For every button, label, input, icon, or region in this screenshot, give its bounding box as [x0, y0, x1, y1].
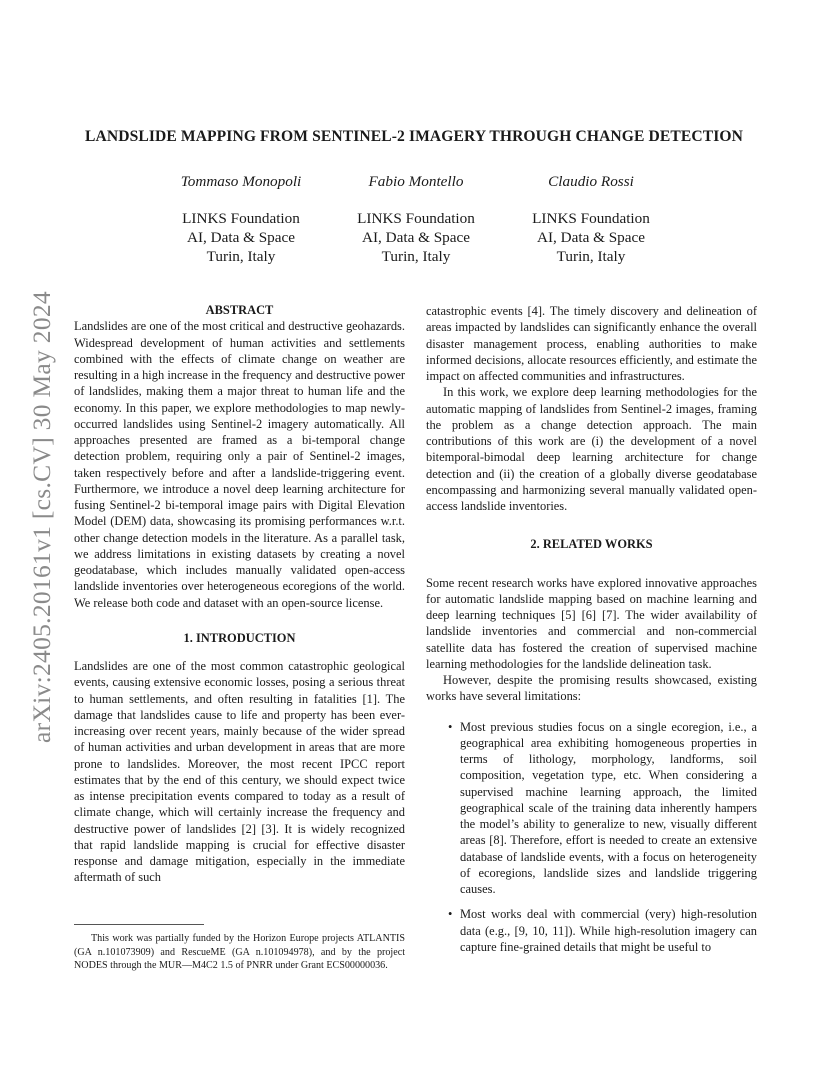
intro-heading: 1. INTRODUCTION	[183, 630, 296, 645]
related-paragraph: However, despite the promising results showcased, existing works have several limitations:	[426, 673, 757, 704]
author-org: LINKS Foundation	[182, 210, 300, 227]
arxiv-stamp	[18, 276, 66, 758]
author-location: Turin, Italy	[206, 248, 276, 265]
related-works-heading: 2. RELATED WORKS	[530, 537, 653, 552]
abstract-text: Landslides are one of the most critical and destructive geohazards. Widespread development of human activities and settlements combined with the effects of climate change on weather are resulting in a high increase in the frequency and destructive power of landslides, making them a major threat to human life and the economy. In this paper, we explore methodologies to map newly-occurred landslides using Sentinel-2 imagery automatically. All approaches presented are framed as a bi-temporal change detection problem, requiring only a pair of Sentinel-2 images, taken respectively before and after a landslide-triggering event. Furthermore, we introduce a novel deep learning architecture for fusing Sentinel-2 bi-temporal image pairs with Digital Elevation Model (DEM) data, showcasing its promising performances w.r.t. other change detection models in the literature. As a parallel task, we address limitations in existing datasets by creating a novel geodatabase, which includes manually validated open-access landslide inventories over heterogeneous ecoregions of the world. We release both code and dataset with an open-source license.	[74, 319, 405, 610]
list-item	[426, 719, 757, 898]
bullet-icon: •	[448, 719, 453, 734]
related-paragraph: Some recent research works have explored innovative approaches for automatic landslide mapping based on machine learning and deep learning techniques [5] [6] [7]. The wider availability of landslide inventories and commercial and non-commercial satellite data has fostered the creation of supervised machine learning methodologies for the landslide delineation task.	[426, 575, 757, 671]
right-column	[426, 303, 757, 955]
author-location: Turin, Italy	[556, 248, 626, 265]
author-block	[156, 172, 326, 266]
author-name: Tommaso Monopoli	[180, 173, 302, 190]
author-dept: AI, Data & Space	[362, 229, 470, 246]
author-block	[331, 172, 501, 266]
footnote: This work was partially funded by the Horizon Europe projects ATLANTIS (GA n.101073909) and RescueME (GA n.101094978), and by the project NODES through the MUR—M4C2 1.5 of PNRR under Grant ECS00000036.	[74, 933, 405, 971]
abstract-heading: ABSTRACT	[205, 303, 274, 317]
bullet-icon: •	[448, 907, 453, 922]
list-item-text: Most works deal with commercial (very) high-resolution data (e.g., [9, 10, 11]). While high-resolution imagery can capture fine-grained details that might be useful to	[460, 907, 757, 954]
list-item	[426, 906, 757, 955]
author-dept: AI, Data & Space	[187, 229, 295, 246]
footnote-rule	[74, 924, 204, 925]
intro-paragraph: In this work, we explore deep learning methodologies for the automatic mapping of landslides from Sentinel-2 images, framing the problem as a change detection approach. The main contributions of this work are (i) the development of a novel bitemporal-bimodal deep learning architecture for change detection and (ii) the creation of a globally diverse geodatabase encompassing and harmonizing several manually validated open-access landslide inventories.	[426, 385, 757, 513]
author-name: Fabio Montello	[368, 173, 464, 190]
intro-paragraph: Landslides are one of the most common catastrophic geological events, causing extensive economic losses, posing a serious threat to human settlements, and often resulting in fatalities [1]. The damage that landslides cause to life and property has been ever-increasing over recent years, mainly because of the wider spread of human activities and urban development in areas that are more prone to landslides. Moreover, the most recent IPCC report estimates that by the end of this century, we should expect twice as intense precipitation events compared to today as a result of climate change, which will certainly increase the frequency and destructive power of landslides [2] [3]. It is widely recognized that rapid landslide mapping is crucial for effective disaster response and damage mitigation, especially in the immediate aftermath of such	[74, 659, 405, 885]
limitations-list	[426, 719, 757, 956]
left-column	[74, 302, 405, 886]
list-item-text: Most previous studies focus on a single ecoregion, i.e., a geographical area exhibiting homogeneous properties in terms of lithology, morphology, landforms, soil composition, vegetation type, etc. When considering a supervised machine learning approach, the limited geographical scale of the training data inherently hampers the model’s ability to generalize to new, visually different areas [8]. Therefore, effort is needed to create an extensive database of landslide events, with a focus on heterogeneity of ecoregions, landslide sizes and landslide triggering causes.	[460, 719, 757, 896]
author-org: LINKS Foundation	[532, 210, 650, 227]
author-dept: AI, Data & Space	[537, 229, 645, 246]
author-name: Claudio Rossi	[548, 173, 634, 190]
arxiv-stamp-text: arXiv:2405.20161v1 [cs.CV] 30 May 2024	[27, 291, 56, 743]
author-location: Turin, Italy	[381, 248, 451, 265]
paper-title: LANDSLIDE MAPPING FROM SENTINEL-2 IMAGERY THROUGH CHANGE DETECTION	[84, 128, 744, 145]
author-block	[506, 172, 676, 266]
intro-paragraph-continued: catastrophic events [4]. The timely discovery and delineation of areas impacted by landslides can significantly enhance the overall disaster management process, enabling authorities to make informed decisions, allocate resources efficiently, and estimate the impact on affected communities and infrastructures.	[426, 304, 757, 383]
author-org: LINKS Foundation	[357, 210, 475, 227]
